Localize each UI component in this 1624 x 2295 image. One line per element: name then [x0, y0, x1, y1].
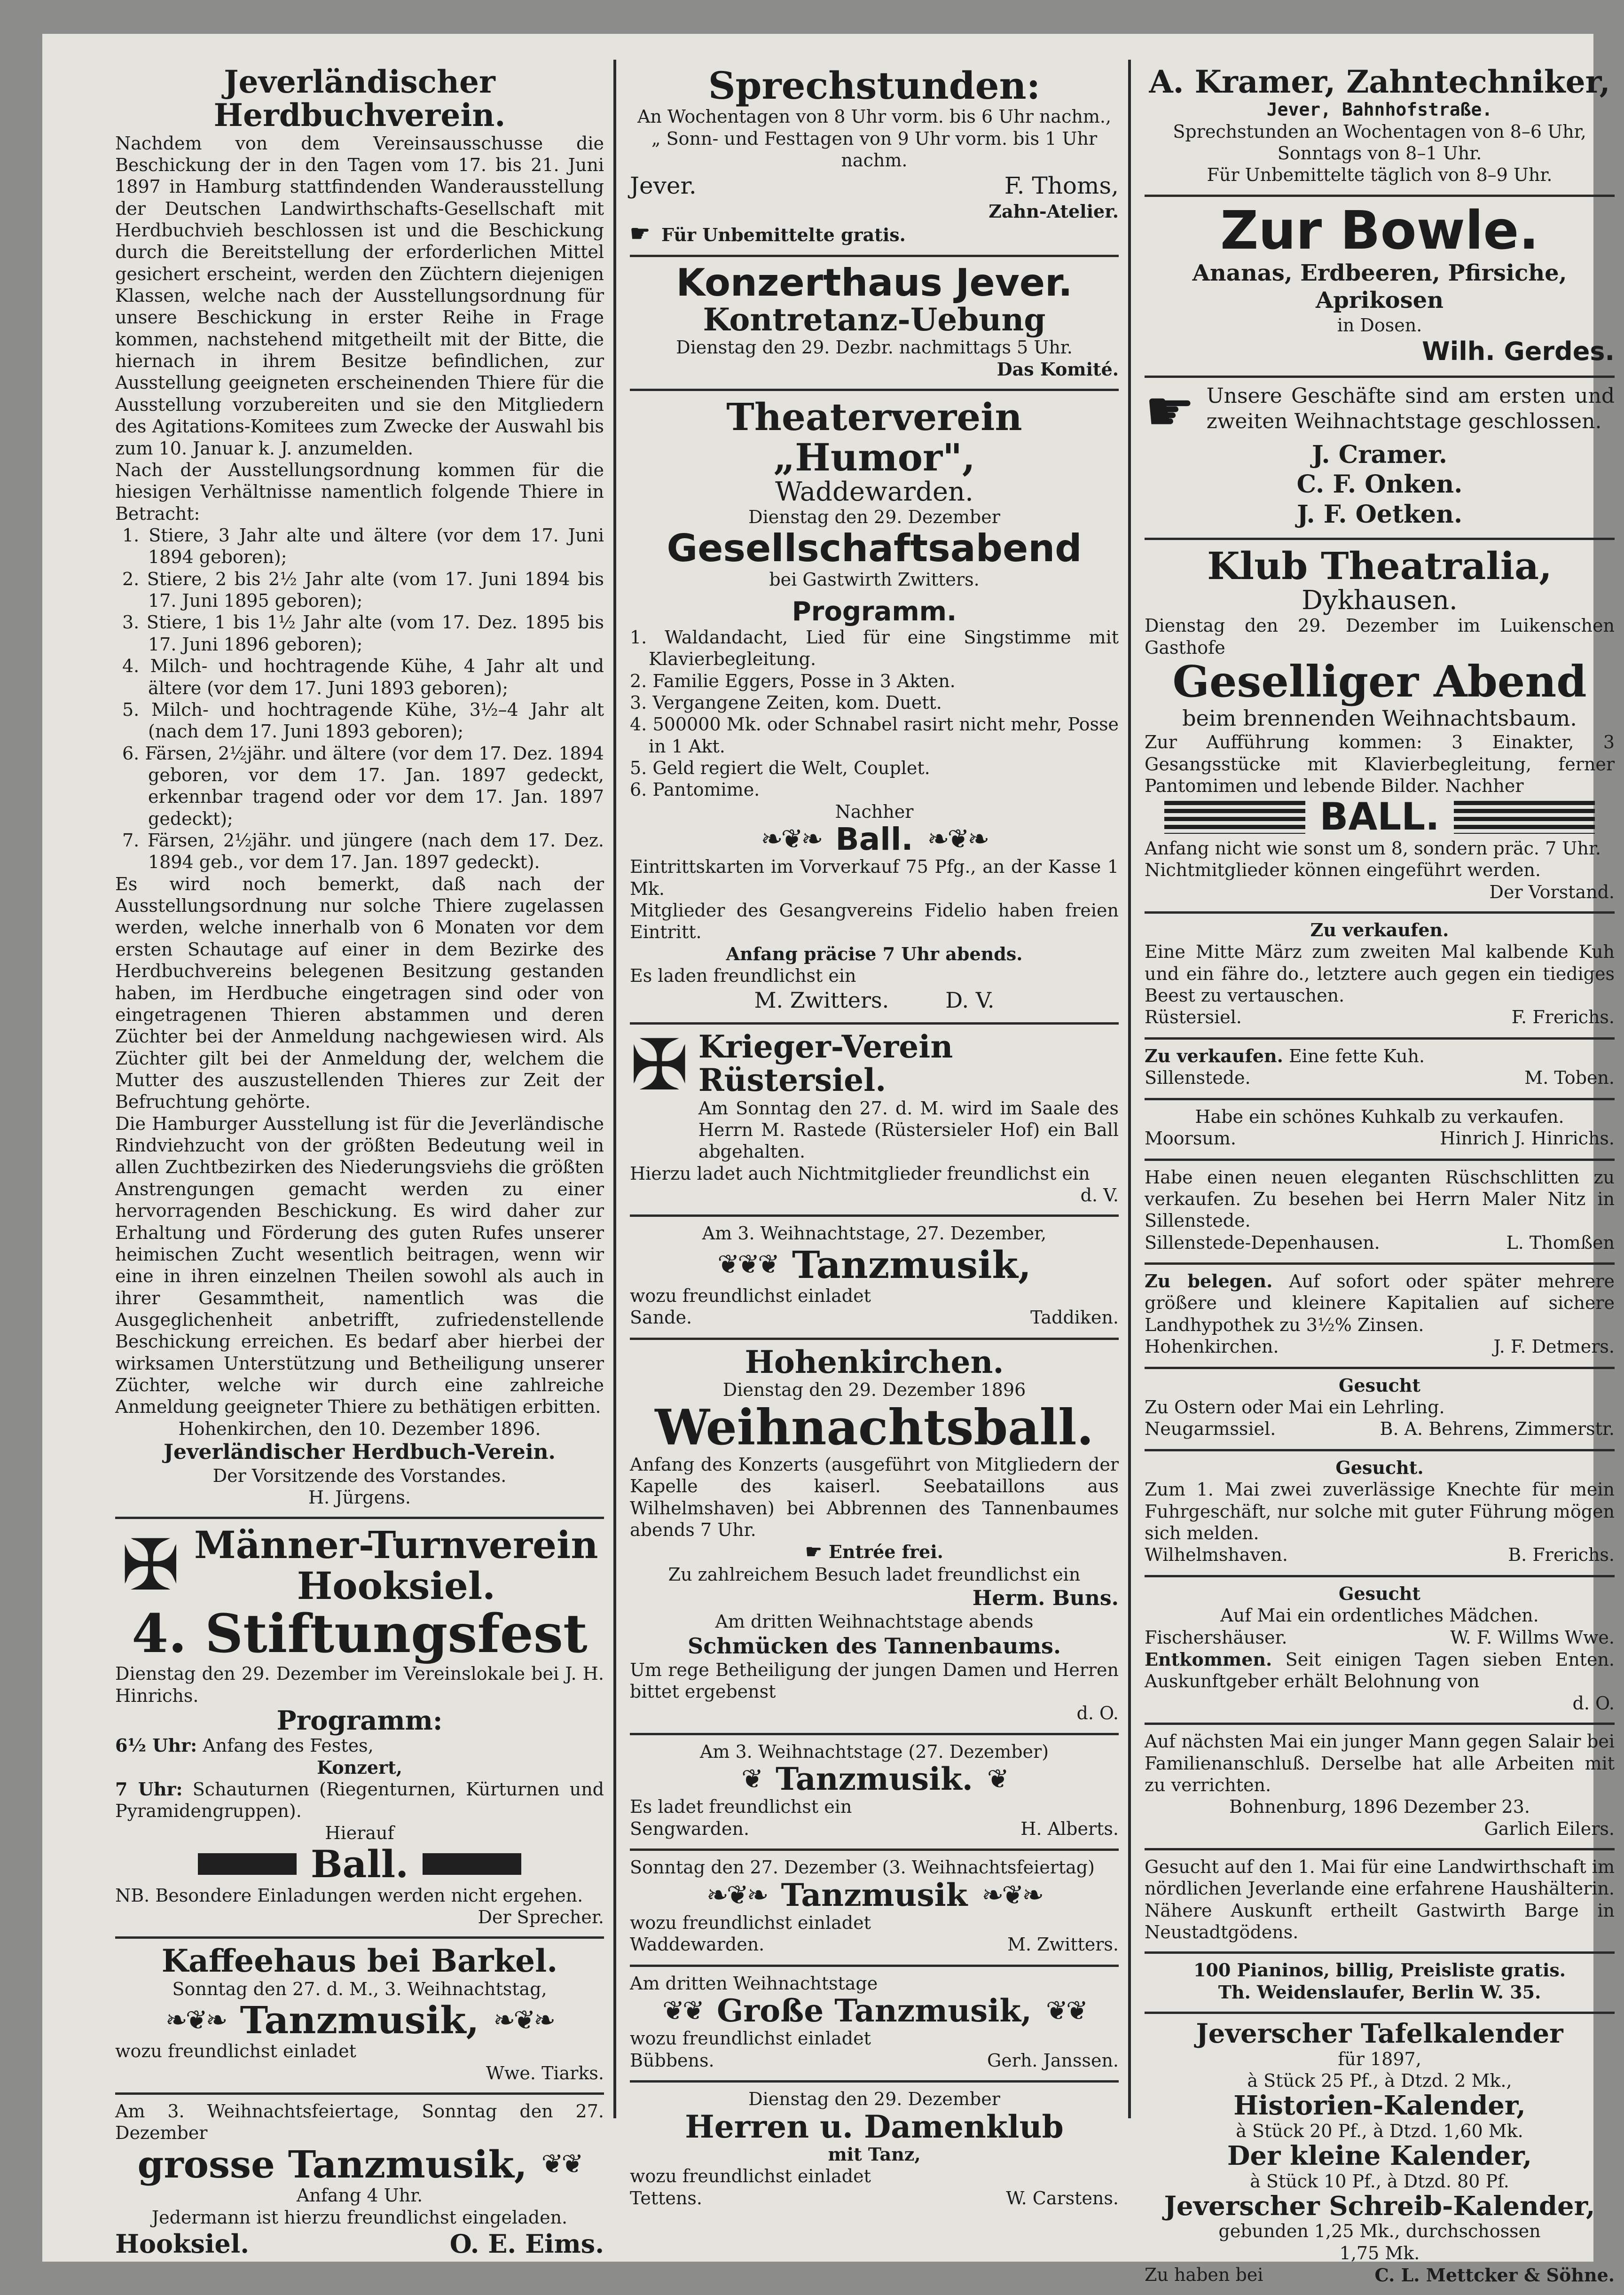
column-rule	[613, 60, 616, 2118]
ad-signature: M. Zwitters.	[1007, 1934, 1119, 1955]
ad-title: Jeverländischer Herdbuchverein.	[213, 63, 506, 134]
ad-title: Gesucht	[1339, 1374, 1420, 1396]
ad-place: Waddewarden.	[630, 1934, 765, 1955]
ad-signature: Herm. Buns.	[972, 1586, 1119, 1610]
ad-text: Jedermann ist hierzu freundlichst eingeladen.	[151, 2207, 568, 2228]
ad-date: Am dritten Weihnachtstage	[630, 1973, 878, 1994]
ad-title: Jeverscher Schreib-Kalender,	[1164, 2190, 1595, 2222]
ad-place: Jever.	[630, 172, 697, 200]
striped-bar	[1164, 801, 1305, 834]
ad-signature: F. Thoms,	[1004, 172, 1119, 200]
ad-text: Zu haben bei	[1145, 2264, 1263, 2286]
ad-sub: in Dosen.	[1337, 314, 1422, 336]
ad-place: Waddewarden.	[775, 476, 973, 507]
ad-footer	[630, 2187, 1119, 2210]
ad-kramer	[1145, 60, 1615, 197]
ornament-icon: ❦	[987, 1764, 1007, 1795]
program-list	[630, 627, 1119, 801]
ad-signature: H. Jürgens.	[308, 1487, 411, 1508]
ad-text: für 1897,	[1338, 2048, 1421, 2069]
ad-signature: Wilh. Gerdes.	[1422, 337, 1615, 367]
ad-salair	[1145, 1725, 1615, 1850]
ad-title: Sprechstunden:	[708, 63, 1041, 108]
music-label: Tanzmusik,	[240, 1997, 479, 2042]
pointing-hand-icon: ☛	[805, 1541, 829, 1563]
ball-label: BALL.	[1319, 795, 1440, 839]
ad-place: Moorsum.	[1145, 1128, 1236, 1149]
ad-theatralia	[1145, 540, 1615, 914]
ad-date: Dienstag den 29. Dezbr. nachmittags 5 Uhr.	[676, 337, 1073, 358]
column-middle	[630, 60, 1119, 2218]
ad-signature: D. V.	[945, 987, 995, 1013]
hierauf-text: Hierauf	[325, 1822, 394, 1843]
ad-place: Sillenstede.	[1145, 1067, 1251, 1089]
ad-text: Nichtmitglieder können eingeführt werden.	[1145, 860, 1541, 881]
column-rule	[1128, 60, 1131, 2118]
ad-date: Am 3. Weihnachtstage (27. Dezember)	[699, 1741, 1049, 1762]
ad-title: Historien-Kalender,	[1233, 2090, 1526, 2122]
ornament-icon: ❦❦	[1046, 1996, 1086, 2027]
ad-text: Entrée frei.	[828, 1541, 943, 1563]
list-item: 3. Stiere, 1 bis 1½ Jahr alte (vom 17. Dez. 1895 bis 17. Juni 1896 geboren);	[122, 612, 604, 655]
ad-text: wozu freundlichst einladet	[630, 2166, 871, 2187]
ad-text: Für Unbemittelte gratis.	[661, 224, 906, 246]
ad-footer	[1145, 1418, 1615, 1441]
ad-title: Herren u. Damenklub	[685, 2108, 1064, 2145]
event-title: Schmücken des Tannenbaums.	[688, 1633, 1061, 1659]
music-banner	[630, 1242, 1119, 1287]
ad-title: Gesucht	[1339, 1582, 1420, 1604]
ad-text: Auf sofort oder später mehrere größere und kleinere Kapitalien auf sichere Landhypothek zu 3½% Zinsen.	[1145, 1271, 1615, 1335]
ad-host: bei Gastwirth Zwitters.	[769, 569, 980, 590]
ad-place: Neugarmssiel.	[1145, 1418, 1276, 1440]
ad-date: Dienstag den 29. Dezember	[748, 2089, 1000, 2110]
program-time: 7 Uhr:	[115, 1778, 183, 1800]
program-item: 2. Familie Eggers, Posse in 3 Akten.	[630, 670, 956, 691]
ad-footer	[1145, 1128, 1615, 1150]
black-bar	[423, 1853, 521, 1875]
ad-hohenkirchen	[630, 1340, 1119, 1735]
list-item: 5. Milch- und hochtragende Kühe, 3½–4 Jahr alt (nach dem 17. Juni 1893 geboren);	[122, 699, 604, 742]
program-item: 5. Geld regiert die Welt, Couplet.	[630, 758, 930, 779]
list-item: 1. Stiere, 3 Jahr alte und ältere (vor dem 17. Juni 1894 geboren);	[122, 525, 604, 568]
ad-pianinos	[1145, 1954, 1615, 2014]
music-label: Tanzmusik,	[792, 1242, 1031, 1287]
ornament-icon: ❧❦❧	[493, 2005, 554, 2036]
ad-footer	[1145, 1627, 1615, 1649]
ad-text: Auf Mai ein ordentliches Mädchen.	[1220, 1605, 1539, 1626]
ad-text: wozu freundlichst einladet	[630, 2028, 871, 2049]
ad-price: à Stück 20 Pf., à Dtzd. 1,60 Mk.	[1236, 2120, 1523, 2141]
ad-signature: B. Frerichs.	[1508, 1544, 1615, 1566]
music-label: Tanzmusik.	[776, 1761, 973, 1798]
ball-banner	[115, 1842, 604, 1887]
ad-signature: J. Cramer.	[1311, 440, 1448, 469]
ad-text: Habe einen neuen eleganten Rüschschlitten zu verkaufen. Zu besehen bei Herrn Maler Nitz in Sillenstede.	[1145, 1167, 1615, 1231]
ad-signature: C. L. Mettcker & Söhne.	[1374, 2264, 1615, 2286]
ad-signature: Gerh. Janssen.	[987, 2050, 1119, 2071]
ad-text: Am dritten Weihnachtstage abends	[715, 1611, 1034, 1632]
ball-label: Ball.	[835, 821, 913, 858]
ad-title: Entkommen.	[1145, 1649, 1272, 1670]
ad-sub: Zahn-Atelier.	[989, 200, 1119, 222]
ornament-icon: ❧❦❧	[165, 2005, 226, 2036]
ad-footer	[630, 171, 1119, 201]
newspaper-page	[42, 34, 1615, 2286]
ad-text: Eintrittskarten im Vorverkauf 75 Pfg., an der Kasse 1 Mk.	[630, 856, 1119, 899]
ornament-icon: ❧❦❧	[761, 824, 822, 855]
ad-text: An Wochentagen von 8 Uhr vorm. bis 6 Uhr nachm.,	[637, 106, 1112, 127]
program-title: Programm:	[276, 1705, 443, 1736]
ad-title: Männer-Turnverein	[194, 1523, 598, 1567]
ad-footer	[1145, 1067, 1615, 1089]
ad-footer	[630, 1818, 1119, 1841]
ad-text: Zum 1. Mai zwei zuverlässige Knechte für mein Fuhrgeschäft, nur solche mit guter Führung mögen sich melden.	[1145, 1479, 1615, 1543]
program-item: 6. Pantomime.	[630, 779, 760, 800]
ad-place: Dykhausen.	[1302, 585, 1458, 616]
ad-start: Anfang präcise 7 Uhr abends.	[726, 943, 1023, 964]
ad-signature: O. E. Eims.	[449, 2228, 604, 2259]
ad-signature: M. Toben.	[1524, 1067, 1615, 1089]
program-text: Schauturnen (Riegenturnen, Kürturnen und Pyramidengruppen).	[115, 1779, 604, 1822]
pointing-hand-icon: ☛	[1145, 378, 1195, 444]
ad-date: Am 3. Weihnachtsfeiertage, Sonntag den 27. Dezember	[115, 2101, 604, 2144]
ad-footer	[1145, 1544, 1615, 1567]
turner-cross-emblem-icon: ✠	[121, 1524, 180, 1606]
ad-footer	[115, 2228, 604, 2260]
ad-signature: L. Thomßen	[1506, 1232, 1615, 1253]
ad-text: Es laden freundlichst ein	[630, 965, 856, 987]
ad-place: Sillenstede-Depenhausen.	[1145, 1232, 1380, 1253]
ad-title: Zu verkaufen.	[1310, 919, 1449, 940]
music-label: grosse Tanzmusik,	[137, 2142, 527, 2186]
ad-signature: d. O.	[1572, 1692, 1615, 1714]
ad-title: Kaffeehaus bei Barkel.	[161, 1943, 558, 1980]
ad-gesucht-lehrling	[1145, 1369, 1615, 1451]
ad-text: Nach der Ausstellungsordnung kommen für die hiesigen Verhältnisse namentlich folgende Thiere in Betracht:	[115, 459, 604, 524]
music-banner	[630, 1876, 1119, 1913]
program-item: 3. Vergangene Zeiten, kom. Duett.	[630, 692, 942, 713]
program-time: 6½ Uhr:	[115, 1735, 197, 1756]
black-bar	[198, 1853, 297, 1875]
program-item: 1. Waldandacht, Lied für eine Singstimme mit Klavierbegleitung.	[630, 627, 1119, 670]
ad-date: Sonntag den 27. d. M., 3. Weihnachtstag,	[172, 1978, 547, 1999]
ad-title: Zu verkaufen.	[1145, 1045, 1283, 1066]
ornament-icon: ❧❦❧	[927, 824, 988, 855]
ad-signature: Der Sprecher.	[478, 1906, 604, 1927]
ad-text: Hierzu ladet auch Nichtmitglieder freundlichst ein	[630, 1163, 1090, 1184]
nachher-text: Nachher	[835, 801, 914, 822]
ad-signature: W. Carstens.	[1006, 2187, 1119, 2209]
ad-signature: M. Zwitters.	[754, 987, 889, 1013]
ad-signature: J. F. Detmers.	[1493, 1336, 1615, 1357]
event-title: Kontretanz-Uebung	[703, 301, 1046, 338]
ad-footer	[1145, 2264, 1615, 2287]
ad-turnverein	[115, 1519, 604, 1939]
ad-text: Th. Weidenslaufer, Berlin W. 35.	[1218, 1981, 1541, 2003]
ad-text: Für Unbemittelte täglich von 8–9 Uhr.	[1207, 164, 1553, 186]
ad-haushaelterin	[1145, 1850, 1615, 1954]
ad-text: NB. Besondere Einladungen werden nicht ergehen.	[115, 1885, 583, 1906]
ad-alberts	[630, 1735, 1119, 1851]
ad-zwitters-tanzmusik	[630, 1851, 1119, 1966]
ad-date: Hohenkirchen, den 10. Dezember 1896.	[178, 1418, 541, 1439]
program-item: 4. 500000 Mk. oder Schnabel rasirt nicht mehr, Posse in 1 Akt.	[630, 714, 1119, 757]
ad-place: Hooksiel.	[115, 2228, 250, 2259]
ad-footer	[630, 2050, 1119, 2072]
event-title: 4. Stiftungsfest	[132, 1603, 588, 1665]
ad-signature: d. V.	[1080, 1185, 1119, 1206]
ad-signature: Das Komité.	[996, 358, 1119, 380]
ad-geschaefte	[1145, 378, 1615, 540]
ad-signature: Garlich Eilers.	[1484, 1818, 1615, 1839]
geschaefte-body	[1145, 378, 1615, 444]
music-label: Große Tanzmusik,	[716, 1992, 1032, 2029]
ad-text: Ananas, Erdbeeren, Pfirsiche, Aprikosen	[1192, 259, 1567, 314]
ad-signature: C. F. Onken.	[1296, 470, 1463, 499]
ad-text: Am Sonntag den 27. d. M. wird im Saale des Herrn M. Rastede (Rüstersieler Hof) ein Ball abgehalten.	[698, 1097, 1119, 1162]
ad-schlitten	[1145, 1161, 1615, 1265]
ad-text: Seit einigen Tagen sieben Enten. Auskunftgeber erhält Belohnung von	[1145, 1649, 1615, 1692]
ad-text: Zu Ostern oder Mai ein Lehrling.	[1145, 1397, 1445, 1418]
ad-kriegerverein	[630, 1025, 1119, 1217]
ad-footer	[1145, 1232, 1615, 1254]
ad-place: Sengwarden.	[630, 1818, 750, 1839]
iron-cross-icon: ✠	[630, 1025, 689, 1107]
ad-title: Hohenkirchen.	[745, 1343, 1004, 1380]
ad-footer	[1145, 1006, 1615, 1029]
ad-gesucht-knechte	[1145, 1451, 1615, 1577]
ad-gesucht-maedchen	[1145, 1577, 1615, 1725]
column-right	[1145, 60, 1615, 2295]
ad-footer	[630, 987, 1119, 1014]
ad-text: Sonntags von 8–1 Uhr.	[1277, 142, 1482, 164]
program-text: Anfang des Festes,	[203, 1735, 374, 1756]
ad-title: Jeverscher Tafelkalender	[1196, 2018, 1563, 2050]
ad-signature: B. A. Behrens, Zimmerstr.	[1380, 1418, 1615, 1440]
event-title: Gesellschaftsabend	[667, 526, 1082, 570]
ad-date: Dienstag den 29. Dezember im Luikenschen Gasthofe	[1145, 615, 1615, 658]
ornament-icon: ❦❦	[541, 2149, 582, 2180]
ad-signature: Taddiken.	[1030, 1307, 1119, 1328]
ad-title: Konzerthaus Jever.	[676, 260, 1073, 305]
program-item	[115, 1735, 604, 1756]
music-banner	[115, 2144, 604, 2185]
ad-signature: W. F. Willms Wwe.	[1450, 1627, 1615, 1648]
ad-sub: beim brennenden Weihnachtsbaum.	[1182, 705, 1577, 731]
ornament-icon: ❦	[741, 1764, 762, 1795]
list-item: 6. Färsen, 2½jähr. und ältere (vor dem 17. Dez. 1894 geboren, vor dem 17. Jan. 1897 gedeckt, erkennbar tragend oder vor dem 17. Jan. 1897 gedeckt);	[122, 743, 604, 829]
ad-signature: d. O.	[1076, 1703, 1119, 1724]
ad-price: à Stück 25 Pf., à Dtzd. 2 Mk.,	[1247, 2070, 1512, 2091]
ad-text: wozu freundlichst einladet	[115, 2041, 356, 2062]
ornament-icon: ❧❦❧	[706, 1880, 767, 1911]
pointing-hand-icon: ☛	[630, 220, 651, 247]
ad-janssen	[630, 1967, 1119, 2083]
ad-title: Krieger-Verein Rüstersiel.	[698, 1028, 953, 1099]
ad-title: Zu belegen.	[1145, 1270, 1273, 1292]
striped-bar	[1454, 801, 1595, 834]
ornament-icon: ❧❦❧	[981, 1880, 1043, 1911]
ad-text: wozu freundlichst einladet	[630, 1912, 871, 1933]
column-left	[115, 60, 604, 2268]
ad-text: Nachdem von dem Vereinsausschusse die Beschickung der in den Tagen vom 17. bis 21. Juni 1897 in Hamburg stattfindenden Wanderausstellung der Deutschen Landwirthschafts-Gesellschaft mit Herdbuchvieh beschlossen ist und die Beschickung durch die Bereitstellung der erforderlichen Mittel gesichert erscheint, werden den Züchtern diejenigen Klassen, welche nach der Ausstellungsordnung für unsere Beschickung in erster Reihe in Frage kommen, nachstehend mitgetheilt mit der Bitte, die hiernach in ihrem Besitze befindlichen, zur Ausstellung geeigneten erscheinenden Thiere für die Ausstellung vorzubereiten und sie den Mitgliedern des Agitations-Komitees zum Zwecke der Auswahl bis zum 10. Januar k. J. anzumelden.	[115, 133, 604, 459]
ad-carstens	[630, 2083, 1119, 2218]
ad-text: 100 Pianinos, billig, Preisliste gratis.	[1193, 1959, 1566, 1981]
ad-date: Sonntag den 27. Dezember (3. Weihnachtsfeiertag)	[630, 1857, 1095, 1878]
ad-price: 1,75 Mk.	[1339, 2242, 1420, 2264]
ad-title: A. Kramer, Zahntechniker,	[1149, 63, 1610, 100]
ad-date: Dienstag den 29. Dezember 1896	[722, 1379, 1026, 1401]
ad-verkaufen-frerichs	[1145, 914, 1615, 1040]
ad-text: „ Sonn- und Festtagen von 9 Uhr vorm. bis 1 Uhr nachm.	[651, 128, 1098, 171]
ad-date: Dienstag den 29. Dezember	[748, 507, 1000, 528]
ad-text: Auf nächsten Mai ein junger Mann gegen Salair bei Familienanschluß. Derselbe hat alle Arbeiten mit zu verrichten.	[1145, 1731, 1615, 1795]
ad-place: Rüstersiel.	[1145, 1007, 1242, 1028]
event-title: Geselliger Abend	[1172, 656, 1587, 707]
list-item: 7. Färsen, 2½jähr. und jüngere (nach dem 17. Dez. 1894 geb., vor dem 17. Jan. 1897 gedeckt).	[122, 830, 604, 873]
ad-text: Mitglieder des Gesangvereins Fidelio haben freien Eintritt.	[630, 900, 1119, 943]
ad-taddiken	[630, 1217, 1119, 1340]
ball-banner	[630, 822, 1119, 856]
ad-text: Es ladet freundlichst ein	[630, 1796, 852, 1817]
ad-signature: Hinrich J. Hinrichs.	[1440, 1128, 1615, 1149]
class-list	[115, 525, 604, 873]
music-banner	[115, 1997, 604, 2042]
ad-bowle	[1145, 197, 1615, 378]
ad-signature: Der Vorstand.	[1489, 881, 1615, 902]
turnverein-header	[115, 1525, 604, 1606]
ad-place: Hooksiel.	[297, 1563, 495, 1608]
ad-footer	[630, 1934, 1119, 1956]
ad-title: Klub Theatralia,	[1207, 544, 1552, 588]
ad-text: Anfang nicht wie sonst um 8, sondern präc. 7 Uhr.	[1145, 838, 1601, 859]
list-item: 4. Milch- und hochtragende Kühe, 4 Jahr alt und ältere (vor dem 17. Juni 1893 geboren);	[122, 656, 604, 698]
ad-text: Um rege Betheiligung der jungen Damen und Herren bittet ergebenst	[630, 1659, 1119, 1702]
ad-place: Hohenkirchen.	[1145, 1336, 1279, 1357]
ad-text: Zu zahlreichem Besuch ladet freundlichst ein	[668, 1564, 1081, 1585]
ad-date: Am 3. Weihnachtstage, 27. Dezember,	[702, 1223, 1047, 1244]
ad-address: Jever, Bahnhofstraße.	[1266, 99, 1493, 120]
program-title: Programm.	[792, 596, 957, 627]
ad-herdbuchverein	[115, 60, 604, 1519]
ad-title: Theaterverein „Humor",	[726, 395, 1022, 480]
ad-place: Fischershäuser.	[1145, 1627, 1287, 1648]
ad-text: Unsere Geschäfte sind am ersten und zweiten Weihnachtstage geschlossen.	[1206, 384, 1615, 433]
ad-role: Der Vorsitzende des Vorstandes.	[212, 1465, 507, 1486]
ad-signature: J. F. Oetken.	[1296, 500, 1463, 529]
krieger-header	[630, 1025, 1119, 1163]
ad-title: Der kleine Kalender,	[1227, 2140, 1532, 2172]
ad-text: Anfang des Konzerts (ausgeführt von Mitgliedern der Kapelle des kaiserl. Seebataillons aus Wilhelmshaven) bei Abbrennen des Tannenbaumes abends 7 Uhr.	[630, 1454, 1119, 1540]
ad-signature: Wwe. Tiarks.	[486, 2062, 604, 2084]
ad-belegen	[1145, 1265, 1615, 1369]
ad-place: Wilhelmshaven.	[1145, 1544, 1288, 1566]
ad-price: gebunden 1,25 Mk., durchschossen	[1218, 2221, 1541, 2242]
ad-org: Jeverländischer Herdbuch-Verein.	[164, 1440, 556, 1465]
ad-place: Sande.	[630, 1307, 692, 1328]
ad-text: Es wird noch bemerkt, daß nach der Ausstellungsordnung nur solche Thiere zugelassen werden, welche innerhalb von 6 Monaten vor dem ersten Schautage auf einer in dem Bezirke des Herdbuchvereins belegenen Besitzung gestanden haben, im Herdbuche eingetragen sind oder von eingetragenen Thieren abstammen und deren Züchter bei der Anmeldung nachgewiesen wird. Als Züchter gilt bei der Anmeldung der, welchem die Mutter des auszustellenden Thieres zur Zeit der Befruchtung gehörte.	[115, 873, 604, 1112]
ad-text: wozu freundlichst einladet	[630, 1285, 871, 1307]
ad-sub: mit Tanz,	[828, 2143, 921, 2165]
ornament-icon: ❦❦	[662, 1996, 703, 2027]
ad-signature: H. Alberts.	[1020, 1818, 1119, 1839]
ad-eims	[115, 2095, 604, 2268]
ad-sprechstunden	[630, 60, 1119, 257]
program-item	[115, 1778, 604, 1822]
ad-barkel	[115, 1939, 604, 2095]
ad-kalender	[1145, 2014, 1615, 2295]
ball-banner	[1145, 797, 1615, 837]
ad-price: à Stück 10 Pf., à Dtzd. 80 Pf.	[1250, 2170, 1509, 2192]
ad-humor	[630, 391, 1119, 1025]
ad-text: Eine fette Kuh.	[1288, 1045, 1425, 1066]
ad-text: Sprechstunden an Wochentagen von 8–6 Uhr,	[1173, 121, 1586, 142]
ad-text: Habe ein schönes Kuhkalb zu verkaufen.	[1195, 1106, 1564, 1127]
ad-signature: F. Frerichs.	[1511, 1007, 1615, 1028]
ad-place: Bübbens.	[630, 2050, 714, 2071]
ornament-icon: ❦❦❦	[717, 1249, 778, 1280]
ad-text: Zur Aufführung kommen: 3 Einakter, 3 Gesangsstücke mit Klavierbegleitung, ferner Pantomimen und lebende Bilder. Nachher	[1145, 732, 1615, 797]
ad-place: Tettens.	[630, 2187, 702, 2209]
music-banner	[630, 1994, 1119, 2028]
ad-text: Die Hamburger Ausstellung ist für die Jeverländische Rindviehzucht von der größten Bedeutung weil in allen Zuchtbezirken des Niederungsviehs die größten Anstrengungen gemacht werden zu einer hervorragenden Beschickung. Es wird daher zur Erhaltung und Förderung des guten Rufes unserer heimischen Zucht wesentlich beitragen, wenn wir eine in ihren einzelnen Theilen sowohl als auch in ihrer Gesammtheit, namentlich was die Ausgeglichenheit anbetrifft, zufriedenstellende Beschickung erreichen. Es bedarf aber hierbei der wirksamen Unterstützung und Betheiligung unserer Züchter, welche wir durch eine zahlreiche Anmeldung geeigneter Thiere zu bethätigen erbitten.	[115, 1113, 604, 1418]
ad-kuhkalb	[1145, 1100, 1615, 1161]
ball-label: Ball.	[310, 1842, 409, 1887]
ad-footer	[630, 1307, 1119, 1329]
ad-konzerthaus	[630, 257, 1119, 391]
music-label: Tanzmusik	[781, 1876, 968, 1913]
music-banner	[630, 1762, 1119, 1796]
ad-footer	[1145, 1336, 1615, 1358]
ad-text: Dienstag den 29. Dezember im Vereinslokale bei J. H. Hinrichs.	[115, 1663, 604, 1706]
ad-text: Eine Mitte März zum zweiten Mal kalbende Kuh und ein fähre do., letztere auch gegen ein tiediges Beest zu vertauschen.	[1145, 941, 1615, 1006]
ad-date: Bohnenburg, 1896 Dezember 23.	[1229, 1796, 1530, 1817]
program-extra: Konzert,	[317, 1756, 402, 1778]
ad-title: Gesucht.	[1335, 1457, 1424, 1478]
list-item: 2. Stiere, 2 bis 2½ Jahr alte (vom 17. Juni 1894 bis 17. Juni 1895 geboren);	[122, 568, 604, 611]
ad-text: Gesucht auf den 1. Mai für eine Landwirthschaft im nördlichen Jeverlande eine erfahrene Haushälterin. Nähere Auskunft ertheilt Gastwirth Barge in Neustadtgödens.	[1145, 1856, 1615, 1943]
ad-verkaufen-toben	[1145, 1040, 1615, 1100]
event-title: Weihnachtsball.	[655, 1398, 1094, 1456]
ad-title: Zur Bowle.	[1220, 200, 1539, 261]
ad-start: Anfang 4 Uhr.	[296, 2185, 423, 2206]
